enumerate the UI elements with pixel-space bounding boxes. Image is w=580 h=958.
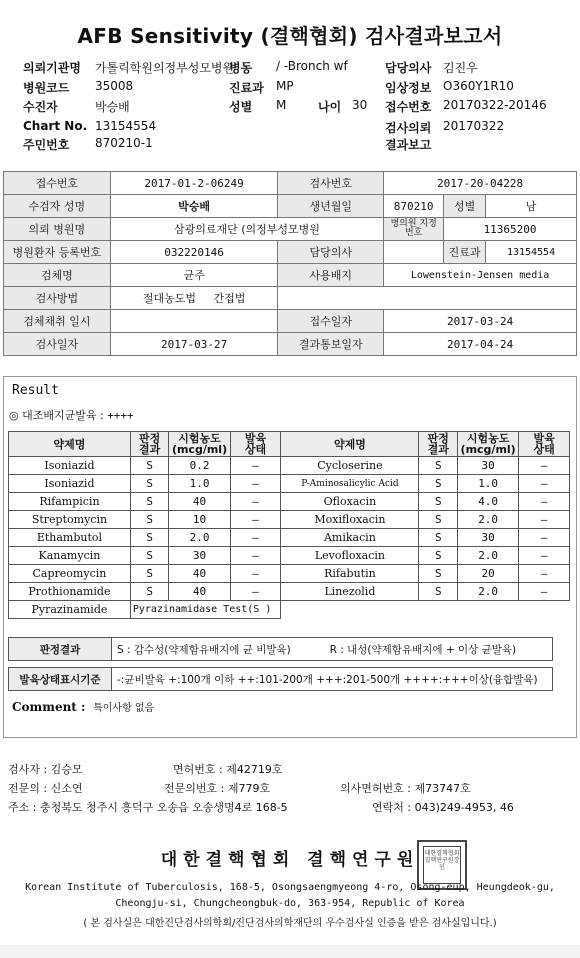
pyrazinamide-empty — [281, 601, 570, 619]
page-bottom-strip — [0, 945, 580, 958]
patient-info-table — [3, 171, 577, 356]
th-judge-right: 판정 결과 — [419, 432, 458, 457]
left-conc-cell: 40 — [169, 583, 230, 601]
sex-label: 성별 — [229, 100, 253, 114]
patient-no-label: 병원환자 등록번호 — [4, 241, 111, 264]
doctor-value: 김진우 — [443, 61, 478, 75]
hospital-label: 의뢰 병원명 — [4, 218, 111, 241]
comment — [12, 699, 154, 714]
left-drug-cell: Capreomycin — [9, 565, 131, 583]
ward-value: / -Bronch wf — [276, 59, 348, 73]
left-growth-cell: – — [230, 511, 281, 529]
left-conc-cell: 40 — [169, 565, 230, 583]
age-value: 30 — [352, 98, 368, 112]
drug-row — [9, 547, 570, 565]
left-result-cell: S — [130, 547, 169, 565]
right-result-cell: S — [419, 565, 458, 583]
drug-table — [8, 431, 570, 619]
report-label: 결과보고 — [385, 138, 432, 152]
left-drug-cell: Prothionamide — [9, 583, 131, 601]
sex-cell-label: 성별 — [444, 195, 486, 218]
method-empty — [278, 287, 577, 310]
left-conc-cell: 1.0 — [169, 475, 230, 493]
seal-text: 대한결핵협회결핵연구원장인 — [423, 846, 461, 884]
hospital-value: 삼광의료재단 (의정부성모병원 — [110, 218, 383, 241]
right-growth-cell: – — [519, 511, 570, 529]
chart-no-label: Chart No. — [23, 119, 88, 133]
left-result-cell: S — [130, 511, 169, 529]
judgement-r: R : 내성(약제함유배지에 + 이상 균발육) — [325, 638, 553, 661]
hospital-name-label: 의뢰기관명 — [23, 61, 81, 75]
dob-label: 생년월일 — [278, 195, 384, 218]
pyrazinamide-label: Pyrazinamide — [9, 601, 131, 619]
doctor-cell-value — [384, 241, 444, 264]
left-conc-cell: 0.2 — [169, 457, 230, 475]
left-result-cell: S — [130, 475, 169, 493]
left-drug-cell: Isoniazid — [9, 457, 131, 475]
right-drug-cell: Cycloserine — [281, 457, 419, 475]
left-result-cell: S — [130, 529, 169, 547]
exam-no-label: 검사번호 — [278, 172, 384, 195]
hospital-code-label: 병원코드 — [23, 81, 70, 95]
license-no: 면허번호 : 제42719호 — [173, 763, 283, 776]
right-result-cell: S — [419, 493, 458, 511]
institute-name: 대한결핵협회 결핵연구원 — [160, 850, 420, 870]
left-conc-cell: 10 — [169, 511, 230, 529]
right-conc-cell: 30 — [458, 529, 519, 547]
right-conc-cell: 2.0 — [458, 583, 519, 601]
dept-cell-label: 진료과 — [444, 241, 486, 264]
request-date-value: 20170322 — [443, 119, 505, 133]
designated-no-label: 병의원 지정번호 — [384, 218, 444, 241]
drug-row — [9, 457, 570, 475]
specialist: 전문의 : 신소연 — [8, 782, 83, 795]
address: 주소 : 충청북도 청주시 흥덕구 오송읍 오송생명4로 168-5 — [8, 801, 288, 814]
right-result-cell: S — [419, 529, 458, 547]
drug-row — [9, 583, 570, 601]
growth-standard-value: -:균비발육 +:100개 이하 ++:101-200개 +++:201-500개 ++++:+++이상(융합발육) — [112, 668, 553, 691]
dob-value: 870210 — [384, 195, 444, 218]
left-growth-cell: – — [230, 493, 281, 511]
patient-value: 박승배 — [95, 100, 130, 114]
sex-cell-value: 남 — [486, 195, 577, 218]
left-growth-cell: – — [230, 565, 281, 583]
left-drug-cell: Isoniazid — [9, 475, 131, 493]
designated-no-value: 11365200 — [444, 218, 577, 241]
right-conc-cell: 4.0 — [458, 493, 519, 511]
right-result-cell: S — [419, 511, 458, 529]
right-conc-cell: 30 — [458, 457, 519, 475]
report-date-value: 2017-04-24 — [384, 333, 577, 356]
pyrazinamide-row — [9, 601, 570, 619]
right-drug-cell: Linezolid — [281, 583, 419, 601]
right-growth-cell: – — [519, 547, 570, 565]
right-drug-cell: Levofloxacin — [281, 547, 419, 565]
examiner: 검사자 : 김승모 — [8, 763, 83, 776]
judgement-legend — [8, 637, 553, 661]
left-growth-cell: – — [230, 583, 281, 601]
doctor-license-no: 의사면허번호 : 제73747호 — [340, 782, 471, 795]
left-drug-cell: Rifampicin — [9, 493, 131, 511]
chart-no-value: 13154554 — [95, 119, 157, 133]
dept-value: MP — [276, 79, 294, 93]
left-result-cell: S — [130, 565, 169, 583]
exam-no-value: 2017-20-04228 — [384, 172, 577, 195]
right-conc-cell: 2.0 — [458, 511, 519, 529]
drug-row — [9, 511, 570, 529]
control-growth — [9, 407, 134, 423]
accession-value: 20170322-20146 — [443, 98, 547, 112]
dept-cell-value: 13154554 — [486, 241, 577, 264]
right-conc-cell: 1.0 — [458, 475, 519, 493]
right-result-cell: S — [419, 547, 458, 565]
drug-table-header — [9, 432, 570, 457]
right-result-cell: S — [419, 583, 458, 601]
accession-label: 접수번호 — [385, 100, 432, 114]
receipt-no-label: 접수번호 — [4, 172, 111, 195]
certification-note: ( 본 검사실은 대한진단검사의학회/진단검사의학재단의 우수검사실 인증을 받은 검사실입니다.) — [83, 918, 497, 929]
right-drug-cell: Moxifloxacin — [281, 511, 419, 529]
growth-standard-label: 발육상태표시기준 — [9, 668, 112, 691]
left-growth-cell: – — [230, 457, 281, 475]
comment-label: Comment : — [12, 700, 86, 714]
right-growth-cell: – — [519, 475, 570, 493]
right-drug-cell: Amikacin — [281, 529, 419, 547]
right-drug-cell: P-Aminosalicylic Acid — [281, 475, 419, 493]
left-drug-cell: Kanamycin — [9, 547, 131, 565]
drug-row — [9, 529, 570, 547]
right-drug-cell: Rifabutin — [281, 565, 419, 583]
exam-date-label: 검사일자 — [4, 333, 111, 356]
method-1: 절대농도법 — [142, 292, 196, 305]
left-result-cell: S — [130, 457, 169, 475]
th-growth-left: 발육 상태 — [230, 432, 281, 457]
report-title: AFB Sensitivity (결핵협회) 검사결과보고서 — [77, 24, 503, 48]
right-result-cell: S — [419, 475, 458, 493]
name-label: 수검자 성명 — [4, 195, 111, 218]
collect-value — [110, 310, 278, 333]
left-growth-cell: – — [230, 547, 281, 565]
specimen-label: 검체명 — [4, 264, 111, 287]
name-value: 박승배 — [110, 195, 278, 218]
right-growth-cell: – — [519, 565, 570, 583]
medium-label: 사용배지 — [278, 264, 384, 287]
clinical-info-value: O360Y1R10 — [443, 79, 514, 93]
method-label: 검사방법 — [4, 287, 111, 310]
clinical-info-label: 임상정보 — [385, 81, 432, 95]
right-growth-cell: – — [519, 457, 570, 475]
right-growth-cell: – — [519, 583, 570, 601]
patient-label: 수진자 — [23, 100, 58, 114]
report-date-label: 결과통보일자 — [278, 333, 384, 356]
address-en-1: Korean Institute of Tuberculosis, 168-5, Osongsaengmyeong 4-ro, Osong-eup, Heungdeok-gu, — [25, 882, 555, 893]
control-growth-label: ◎ 대조배지균발육 : — [9, 409, 104, 422]
th-conc-right: 시험농도 (mcg/ml) — [458, 432, 519, 457]
result-panel — [3, 376, 577, 738]
right-conc-cell: 2.0 — [458, 547, 519, 565]
collect-label: 검체채취 일시 — [4, 310, 111, 333]
received-label: 접수일자 — [278, 310, 384, 333]
drug-row — [9, 493, 570, 511]
request-date-label: 검사의뢰 — [385, 121, 432, 135]
specimen-value: 균주 — [110, 264, 278, 287]
left-growth-cell: – — [230, 475, 281, 493]
phone: 연락처 : 043)249-4953, 46 — [372, 801, 514, 814]
method-2: 간접법 — [213, 292, 246, 305]
th-growth-right: 발육 상태 — [519, 432, 570, 457]
right-growth-cell: – — [519, 529, 570, 547]
control-growth-value: ++++ — [107, 409, 134, 422]
age-label: 나이 — [318, 100, 342, 114]
right-growth-cell: – — [519, 493, 570, 511]
exam-date-value: 2017-03-27 — [110, 333, 278, 356]
sex-value: M — [276, 98, 287, 112]
ward-label: 병동 — [229, 61, 253, 75]
judgement-label: 판정결과 — [9, 638, 112, 661]
left-conc-cell: 2.0 — [169, 529, 230, 547]
th-drug-right: 약제명 — [281, 432, 419, 457]
resident-no-label: 주민번호 — [23, 138, 70, 152]
left-conc-cell: 30 — [169, 547, 230, 565]
pyrazinamide-value: Pyrazinamidase Test(S ) — [130, 601, 280, 619]
doctor-cell-label: 담당의사 — [278, 241, 384, 264]
comment-value: 특이사항 없음 — [93, 703, 155, 714]
dept-label: 진료과 — [229, 81, 264, 95]
growth-standard — [8, 667, 553, 691]
drug-row — [9, 565, 570, 583]
left-result-cell: S — [130, 583, 169, 601]
method-value — [110, 287, 278, 310]
doctor-label: 담당의사 — [385, 61, 432, 75]
th-judge-left: 판정 결과 — [130, 432, 169, 457]
judgement-s: S : 감수성(약제함유배지에 균 비발육) — [112, 638, 325, 661]
received-value: 2017-03-24 — [384, 310, 577, 333]
right-conc-cell: 20 — [458, 565, 519, 583]
left-drug-cell: Ethambutol — [9, 529, 131, 547]
medium-value: Lowenstein-Jensen media — [384, 264, 577, 287]
left-drug-cell: Streptomycin — [9, 511, 131, 529]
left-result-cell: S — [130, 493, 169, 511]
address-en-2: Cheongju-si, Chungcheongbuk-do, 363-954, Republic of Korea — [115, 898, 465, 909]
hospital-name-value: 가톨릭학원의정부성모병원 — [95, 61, 235, 75]
th-drug-left: 약제명 — [9, 432, 131, 457]
patient-no-value: 032220146 — [110, 241, 278, 264]
specialist-no: 전문의번호 : 제779호 — [164, 782, 271, 795]
hospital-code-value: 35008 — [95, 79, 134, 93]
resident-no-value: 870210-1 — [95, 136, 153, 150]
drug-row — [9, 475, 570, 493]
right-result-cell: S — [419, 457, 458, 475]
right-drug-cell: Ofloxacin — [281, 493, 419, 511]
result-title: Result — [12, 383, 59, 398]
left-growth-cell: – — [230, 529, 281, 547]
receipt-no-value: 2017-01-2-06249 — [110, 172, 278, 195]
left-conc-cell: 40 — [169, 493, 230, 511]
th-conc-left: 시험농도 (mcg/ml) — [169, 432, 230, 457]
